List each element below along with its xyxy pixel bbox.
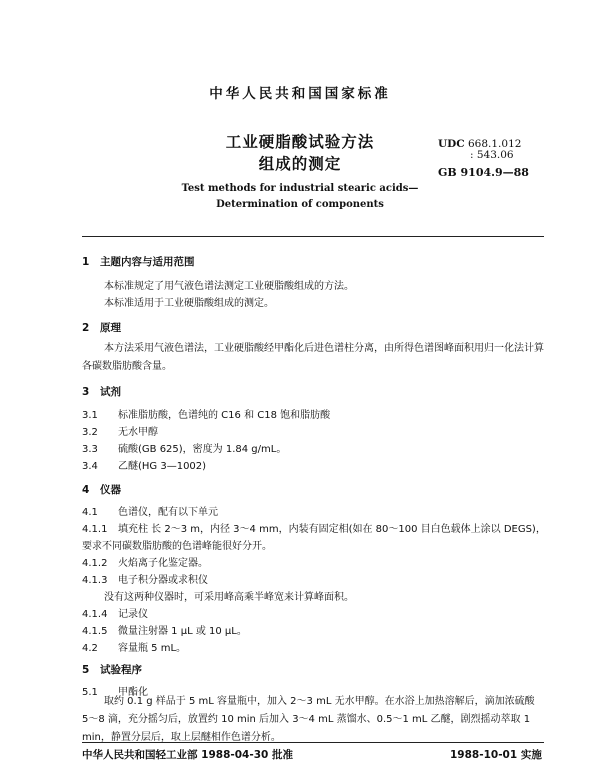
item-text: 硫酸(GB 625)，密度为 1.84 g/mL。 [118, 444, 287, 455]
section-heading-3 [82, 384, 121, 399]
section-number: 4 [82, 484, 90, 496]
section-number: 3 [82, 386, 90, 398]
item-text: 火焰离子化鉴定器。 [118, 558, 208, 569]
implementation-date: 1988-10-01 实施 [450, 749, 542, 761]
list-item [82, 440, 286, 455]
section-number: 1 [82, 256, 90, 268]
english-title-line1: Test methods for industrial stearic acids— [181, 183, 419, 194]
item-number: 5.1 [82, 687, 98, 698]
document-title-line1: 工业硬脂酸试验方法 [225, 133, 375, 151]
item-text: 记录仪 [118, 609, 148, 620]
footer-divider [82, 742, 544, 743]
item-text: 填充柱 长 2～3 m，内径 3～4 mm，内装有固定相(如在 80～100 目白色载体上涂以 DEGS)， [118, 524, 546, 535]
item-number: 4.2 [82, 643, 98, 654]
item-text: 乙醚(HG 3—1002) [118, 461, 207, 472]
document-title-line2: 组成的测定 [258, 155, 342, 173]
item-text: 甲酯化 [118, 687, 148, 698]
udc-code-line1: 668.1.012 [468, 138, 522, 150]
gb-code: GB 9104.9—88 [438, 166, 529, 179]
item-number: 4.1.3 [82, 575, 108, 586]
item-text: 微量注射器 1 μL 或 10 μL。 [118, 626, 247, 637]
item-number: 4.1.4 [82, 609, 108, 620]
list-item [82, 457, 206, 472]
item-number: 3.3 [82, 444, 98, 455]
approval-note: 中华人民共和国轻工业部 1988-04-30 批准 [82, 749, 293, 761]
item-number: 4.1.5 [82, 626, 108, 637]
list-item [82, 571, 208, 586]
udc-code-line2: : 543.06 [470, 149, 514, 161]
section-title: 试验程序 [100, 664, 142, 676]
section-title: 仪器 [100, 484, 121, 496]
standard-org-heading: 中华人民共和国国家标准 [209, 86, 391, 102]
list-item [82, 605, 148, 620]
section-heading-4 [82, 482, 121, 497]
paragraph-continuation: 要求不同碳数脂肪酸的色谱峰能很好分开。 [82, 541, 272, 552]
section-heading-5 [82, 662, 142, 677]
item-number: 3.1 [82, 410, 98, 421]
section-title: 原理 [100, 322, 121, 334]
item-text: 色谱仪，配有以下单元 [118, 507, 218, 518]
udc-label: UDC [438, 138, 465, 150]
list-item [82, 554, 208, 569]
item-text: 标准脂肪酸，色谱纯的 C16 和 C18 饱和脂肪酸 [118, 410, 331, 421]
item-number: 3.4 [82, 461, 98, 472]
paragraph: 本标准规定了用气液色谱法测定工业硬脂酸组成的方法。 [104, 281, 354, 292]
paragraph: 本标准适用于工业硬脂酸组成的测定。 [104, 298, 274, 309]
item-number: 4.1.1 [82, 524, 108, 535]
list-item [82, 423, 158, 438]
item-text: 容量瓶 5 mL。 [118, 643, 187, 654]
list-item [82, 639, 186, 654]
section-heading-2 [82, 320, 121, 335]
item-text: 无水甲醇 [118, 427, 158, 438]
list-item [82, 503, 218, 518]
english-title-line2: Determination of components [216, 199, 384, 210]
item-number: 3.2 [82, 427, 98, 438]
section-heading-1 [82, 254, 195, 269]
list-item [82, 622, 247, 637]
section-title: 主题内容与适用范围 [100, 256, 195, 268]
section-title: 试剂 [100, 386, 121, 398]
item-number: 4.1 [82, 507, 98, 518]
section-number: 2 [82, 322, 90, 334]
paragraph: 本方法采用气液色谱法，工业硬脂酸经甲酯化后进色谱柱分离，由所得色谱图峰面积用归一化法计算各碳数脂肪酸含量。 [82, 343, 544, 372]
paragraph: 取约 0.1 g 样品于 5 mL 容量瓶中，加入 2～3 mL 无水甲醇。在水浴上加热溶解后，滴加浓硫酸 5～8 滴，充分摇匀后，放置约 10 min 后加入 3～4 mL 蒸馏水、0.5～1 mL 乙醚，剧烈摇动萃取 1 min，静置分层后，取上层醚相作色谱分析。 [82, 696, 535, 743]
item-text: 电子积分器或求积仪 [118, 575, 208, 586]
section-number: 5 [82, 664, 90, 676]
header-divider [82, 236, 544, 237]
list-item [82, 406, 330, 421]
list-item [82, 520, 546, 535]
item-number: 4.1.2 [82, 558, 108, 569]
paragraph: 没有这两种仪器时，可采用峰高乘半峰宽来计算峰面积。 [104, 592, 354, 603]
